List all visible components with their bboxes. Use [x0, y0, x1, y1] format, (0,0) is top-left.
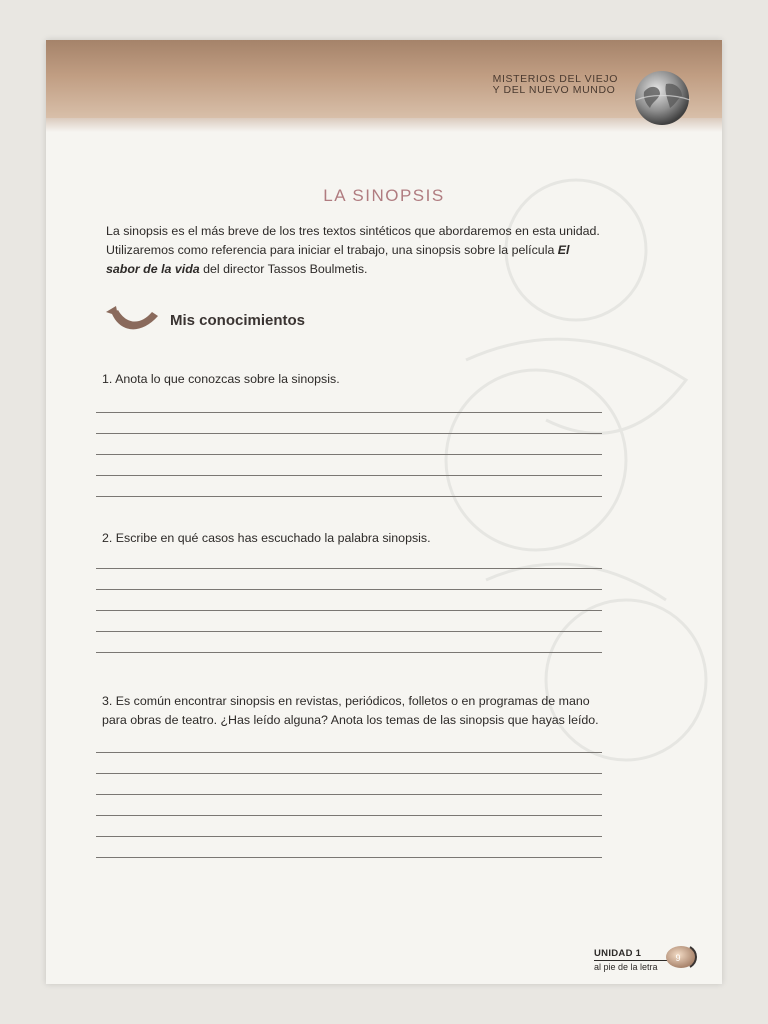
header-band	[46, 40, 722, 118]
answer-line[interactable]	[96, 610, 602, 611]
answer-line[interactable]	[96, 815, 602, 816]
question-3: 3. Es común encontrar sinopsis en revistas, periódicos, folletos o en programas de mano para obras de teatro. ¿Has leído alguna? Anota los temas de las sinopsis que hayas leído.	[102, 694, 599, 727]
answer-line[interactable]	[96, 433, 602, 434]
worksheet-page	[46, 40, 722, 984]
answer-line[interactable]	[96, 857, 602, 858]
answer-line[interactable]	[96, 568, 602, 569]
answer-line[interactable]	[96, 773, 602, 774]
footer-divider	[594, 960, 670, 961]
book-title: MISTERIOS DEL VIEJO Y DEL NUEVO MUNDO	[492, 73, 618, 96]
section-title: LA SINOPSIS	[323, 186, 445, 205]
curved-arrow-icon	[102, 302, 160, 338]
film-title: El sabor de la vida	[106, 243, 570, 276]
intro-text: La sinopsis es el más breve de los tres textos sintéticos que abordaremos en esta unidad. Utilizaremos como referencia para iniciar el trabajo, una sinopsis sobre la película	[106, 224, 600, 257]
intro-text-end: del director Tassos Boulmetis.	[199, 262, 368, 276]
footer-unit: UNIDAD 1	[594, 948, 642, 959]
intro-paragraph	[106, 222, 606, 279]
answer-line[interactable]	[96, 412, 602, 413]
subsection-title: Mis conocimientos	[170, 312, 306, 329]
page-number: 9	[675, 953, 681, 963]
question-1: 1. Anota lo que conozcas sobre la sinopsis.	[102, 372, 340, 386]
answer-line[interactable]	[96, 836, 602, 837]
answer-line[interactable]	[96, 652, 602, 653]
answer-line[interactable]	[96, 794, 602, 795]
globe-icon	[630, 66, 694, 130]
answer-line[interactable]	[96, 454, 602, 455]
answer-line[interactable]	[96, 475, 602, 476]
header-shadow	[46, 118, 722, 132]
page-number-badge	[664, 944, 698, 970]
answer-line[interactable]	[96, 631, 602, 632]
footer-subtitle: al pie de la letra	[594, 962, 658, 972]
answer-line[interactable]	[96, 752, 602, 753]
answer-line[interactable]	[96, 589, 602, 590]
answer-line[interactable]	[96, 496, 602, 497]
question-2: 2. Escribe en qué casos has escuchado la palabra sinopsis.	[102, 531, 431, 545]
